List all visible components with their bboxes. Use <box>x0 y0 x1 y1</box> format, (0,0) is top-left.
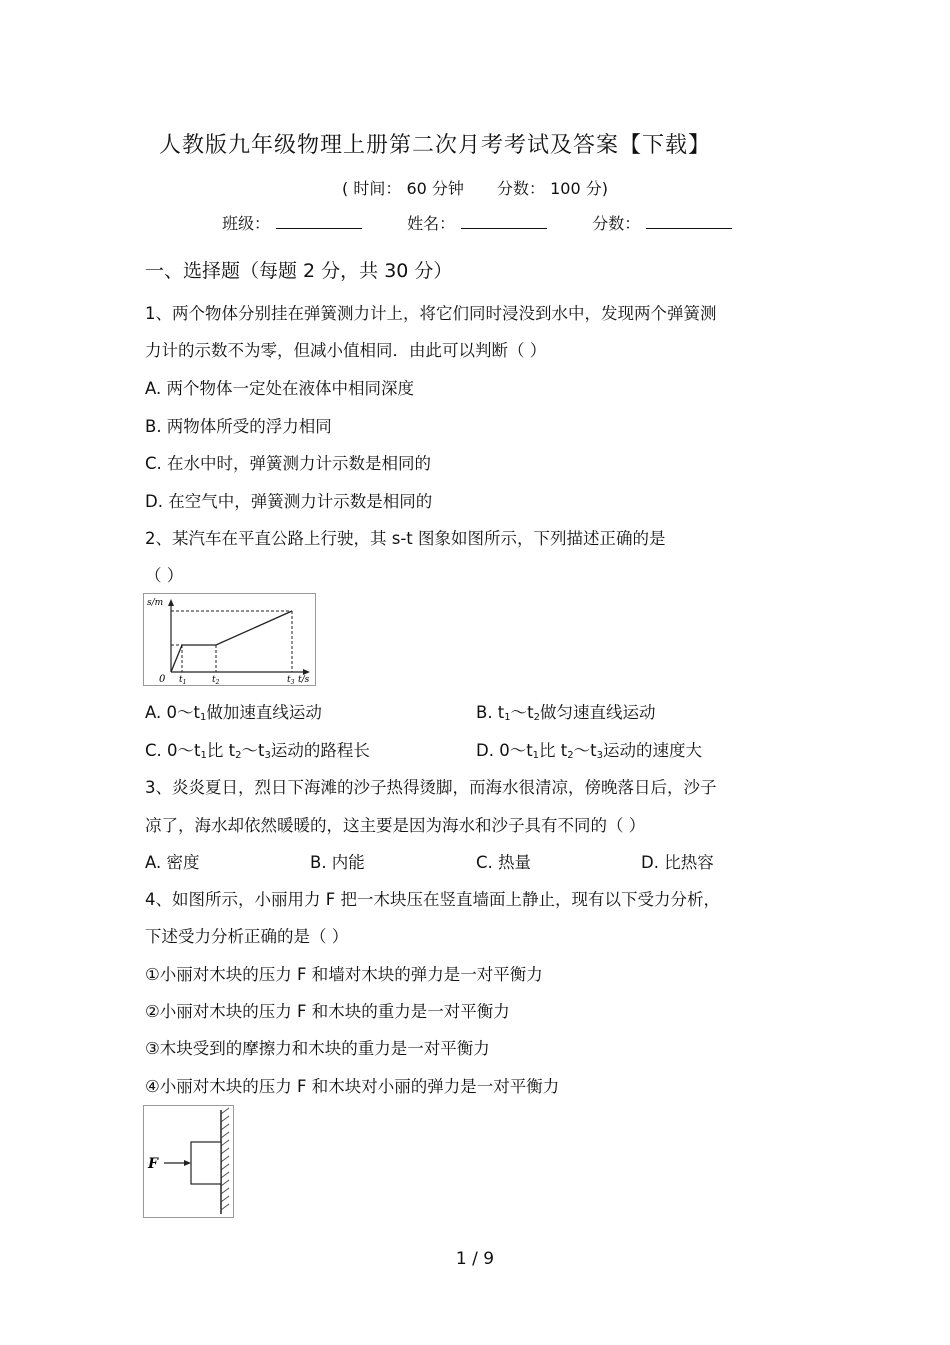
wood-block <box>191 1142 221 1184</box>
q1-option-b: B. 两物体所受的浮力相同 <box>145 417 332 436</box>
page-number: 1 / 9 <box>455 1249 495 1269</box>
name-label: 姓名： <box>407 214 456 233</box>
q3-option-a: A. 密度 <box>145 853 200 872</box>
y-axis-arrow-icon <box>168 599 174 606</box>
force-diagram-figure <box>143 1105 234 1218</box>
q2-option-c: C. $0\sim t_1$比 $t_2\sim t_3$运动的路程长 <box>145 741 370 761</box>
exam-meta <box>0 176 950 199</box>
q1-option-c: C. 在水中时，弹簧测力计示数是相同的 <box>145 454 432 473</box>
q4-statement-2: ②小丽对木块的压力 F 和木块的重力是一对平衡力 <box>145 1002 510 1021</box>
q1-option-a: A. 两个物体一定处在液体中相同深度 <box>145 379 414 398</box>
x-axis-label: t/s <box>298 675 310 685</box>
q2-option-d: D. $0\sim t_1$比 $t_2\sim t_3$运动的速度大 <box>476 741 702 761</box>
t3-label: $t_3$ <box>287 675 295 685</box>
q3-stem-line2: 凉了，海水却依然暖暖的，这主要是因为海水和沙子具有不同的（ ） <box>145 816 646 835</box>
st-graph-figure <box>143 593 316 686</box>
class-label: 班级： <box>222 214 271 233</box>
q3-option-d: D. 比热容 <box>641 853 714 872</box>
origin-label: 0 <box>159 674 166 685</box>
exam-time: ( 时间： 60 分钟 <box>342 179 464 198</box>
q2-option-a: A. $0\sim t_1$做加速直线运动 <box>145 703 322 723</box>
st-graph <box>144 594 315 685</box>
q3-stem-line1: 3、炎炎夏日，烈日下海滩的沙子热得烫脚，而海水很清凉，傍晚落日后，沙子 <box>145 778 717 797</box>
q1-stem-line2: 力计的示数不为零，但减小值相同．由此可以判断（ ） <box>145 341 547 360</box>
name-blank <box>461 214 547 229</box>
q4-statement-1: ①小丽对木块的压力 F 和墙对木块的弹力是一对平衡力 <box>145 965 543 984</box>
exam-total-score: 分数： 100 分) <box>497 179 608 198</box>
q4-statement-3: ③木块受到的摩擦力和木块的重力是一对平衡力 <box>145 1039 490 1058</box>
score-blank <box>646 214 732 229</box>
q4-statement-4: ④小丽对木块的压力 F 和木块对小丽的弹力是一对平衡力 <box>145 1077 560 1096</box>
q2-stem-line2: （ ） <box>145 566 184 585</box>
t2-label: $t_2$ <box>212 675 220 685</box>
student-info-row <box>222 211 772 234</box>
q3-option-b: B. 内能 <box>310 853 365 872</box>
force-diagram <box>144 1106 233 1217</box>
q4-stem-line1: 4、如图所示，小丽用力 F 把一木块压在竖直墙面上静止，现有以下受力分析， <box>145 890 720 909</box>
class-blank <box>276 214 362 229</box>
q3-option-c: C. 热量 <box>476 853 532 872</box>
force-label: F <box>148 1156 158 1172</box>
q1-option-d: D. 在空气中，弹簧测力计示数是相同的 <box>145 492 433 511</box>
document-title: 人教版九年级物理上册第二次月考考试及答案【下载】 <box>158 133 711 158</box>
t1-label: $t_1$ <box>179 675 187 685</box>
q4-stem-line2: 下述受力分析正确的是（ ） <box>145 927 349 946</box>
y-axis-label: s/m <box>147 598 164 608</box>
score-label: 分数： <box>592 214 641 233</box>
q2-stem-line1: 2、某汽车在平直公路上行驶，其 s-t 图象如图所示，下列描述正确的是 <box>145 529 666 548</box>
q1-stem-line1: 1、两个物体分别挂在弹簧测力计上，将它们同时浸没到水中，发现两个弹簧测 <box>145 304 717 323</box>
section-heading: 一、选择题（每题 2 分，共 30 分） <box>145 260 453 282</box>
q2-option-b: B. $t_1\sim t_2$做匀速直线运动 <box>476 703 656 723</box>
graph-line <box>171 611 292 672</box>
force-arrowhead-icon <box>184 1160 191 1166</box>
wall-hatching <box>221 1108 229 1210</box>
